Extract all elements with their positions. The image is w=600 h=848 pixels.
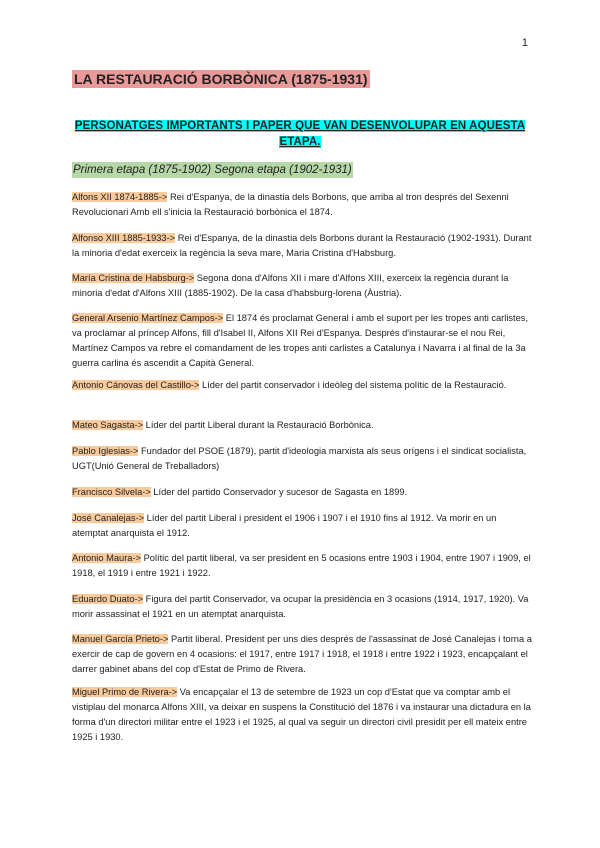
entry-text: El 1874 és proclamat General i amb el suport per les tropes anti carlistes, va proclamar al príncep Alfons, fill d'Isabel II, Alfons XII Rei d'Espanya. Després d'instaurar-se el nou Rei, Martínez Campos va rebre el comandament de les tropes anti carlistes a Catalunya i Navarra i al final de la 3a guerra carlina és ascendit a Capità General. <box>72 313 529 368</box>
entry-sagasta <box>72 418 532 433</box>
page-number: 1 <box>521 37 528 49</box>
entry-silvela <box>72 485 532 500</box>
entry-garcia-prieto <box>72 632 532 677</box>
entry-name: Alfonso XIII 1885-1933-> <box>72 233 176 243</box>
entry-martinez-campos <box>72 311 532 371</box>
entry-name: Francisco Silvela-> <box>72 487 151 497</box>
entry-text: Segona dona d'Alfons XII i mare d'Alfons XIII, exerceix la regència durant la minoria d'edat d'Alfons XIII (1885-1902). De la casa d'habsburg-lorena (Àustria). <box>72 273 509 298</box>
entry-text: Rei d'Espanya, de la dinastia dels Borbons durant la Restauració (1902-1931). Durant la minoria d'edat exerceix la regència la seva mare, Maria Cristina d'Habsburg. <box>72 233 532 258</box>
entry-duato <box>72 592 532 622</box>
section-heading <box>72 118 528 150</box>
entry-maria-cristina <box>72 271 532 301</box>
entry-text: Líder del partit Liberal i president el 1906 i 1907 i el 1910 fins al 1912. Va morir en un atemptat anarquista el 1912. <box>72 513 497 538</box>
entry-primo-de-rivera <box>72 685 532 745</box>
entry-name: General Arsenio Martínez Campos-> <box>72 313 224 323</box>
entry-maura <box>72 551 532 581</box>
entry-name: Eduardo Duato-> <box>72 594 144 604</box>
entry-name: Pablo Iglesias-> <box>72 446 139 456</box>
entry-text: Líder del partit conservador i ideòleg del sistema polític de la Restauració. <box>199 380 507 390</box>
entry-name: María Cristina de Habsburg-> <box>72 273 195 283</box>
entry-text: Polític del partit liberal, va ser president en 5 ocasions entre 1903 i 1904, entre 1907 i 1909, el 1918, el 1919 i entre 1921 i 1922. <box>72 553 531 578</box>
entry-text: Fundador del PSOE (1879), partit d'ideologia marxista als seus orígens i el sindicat socialista, UGT(Unió General de Treballadors) <box>72 446 527 471</box>
entry-name: Antonio Maura-> <box>72 553 141 563</box>
section-heading-text: PERSONATGES IMPORTANTS I PAPER QUE VAN DESENVOLUPAR EN AQUESTA ETAPA. <box>74 120 526 148</box>
entry-name: José Canalejas-> <box>72 513 145 523</box>
entry-canalejas <box>72 511 532 541</box>
entry-name: Antonio Cánovas del Castillo-> <box>72 380 200 390</box>
entry-text: Líder del partido Conservador y sucesor de Sagasta en 1899. <box>150 487 408 497</box>
entry-alfonso-xiii <box>72 231 532 261</box>
page-title: LA RESTAURACIÓ BORBÒNICA (1875-1931) <box>74 71 368 87</box>
entry-canovas <box>72 378 532 393</box>
entry-alfons-xii <box>72 190 532 220</box>
entry-name: Miguel Primo de Rivera-> <box>72 687 178 697</box>
entry-text: Líder del partit Liberal durant la Restauració Borbònica. <box>143 420 374 430</box>
entry-text: Va encapçalar el 13 de setembre de 1923 un cop d'Estat que va comptar amb el vistiplau del monarca Alfons XIII, va deixar en suspens la Constitució del 1876 i va instaurar una dictadura en la forma d'un directori militar entre el 1923 i el 1925, al qual va seguir un directori civil presidit per ell mateix entre 1925 i 1930. <box>72 687 531 742</box>
entry-text: Partit liberal. President per uns dies després de l'assassinat de José Canalejas i torna a exercir de cap de govern en 4 ocasions: el 1917, entre 1917 i 1918, el 1918 i entre 1922 i 1923, encapçalant el darrer gabinet abans del cop d'Estat de Primo de Rivera. <box>72 634 532 674</box>
entry-name: Alfons XII 1874-1885-> <box>72 192 168 202</box>
entry-text: Rei d'Espanya, de la dinastia dels Borbons, que arriba al tron després del Sexenni Revolucionari Amb ell s'inicia la Restauració borbònica el 1874. <box>72 192 509 217</box>
entry-text: Figura del partit Conservador, va ocupar la presidència en 3 ocasions (1914, 1917, 1920). Va morir assassinat el 1921 en un atemptat anarquista. <box>72 594 529 619</box>
entry-name: Mateo Sagasta-> <box>72 420 144 430</box>
entry-name: Manuel García Prieto-> <box>72 634 169 644</box>
entry-pablo-iglesias <box>72 444 532 474</box>
periods-line: Primera etapa (1875-1902) Segona etapa (1902-1931) <box>73 164 352 176</box>
